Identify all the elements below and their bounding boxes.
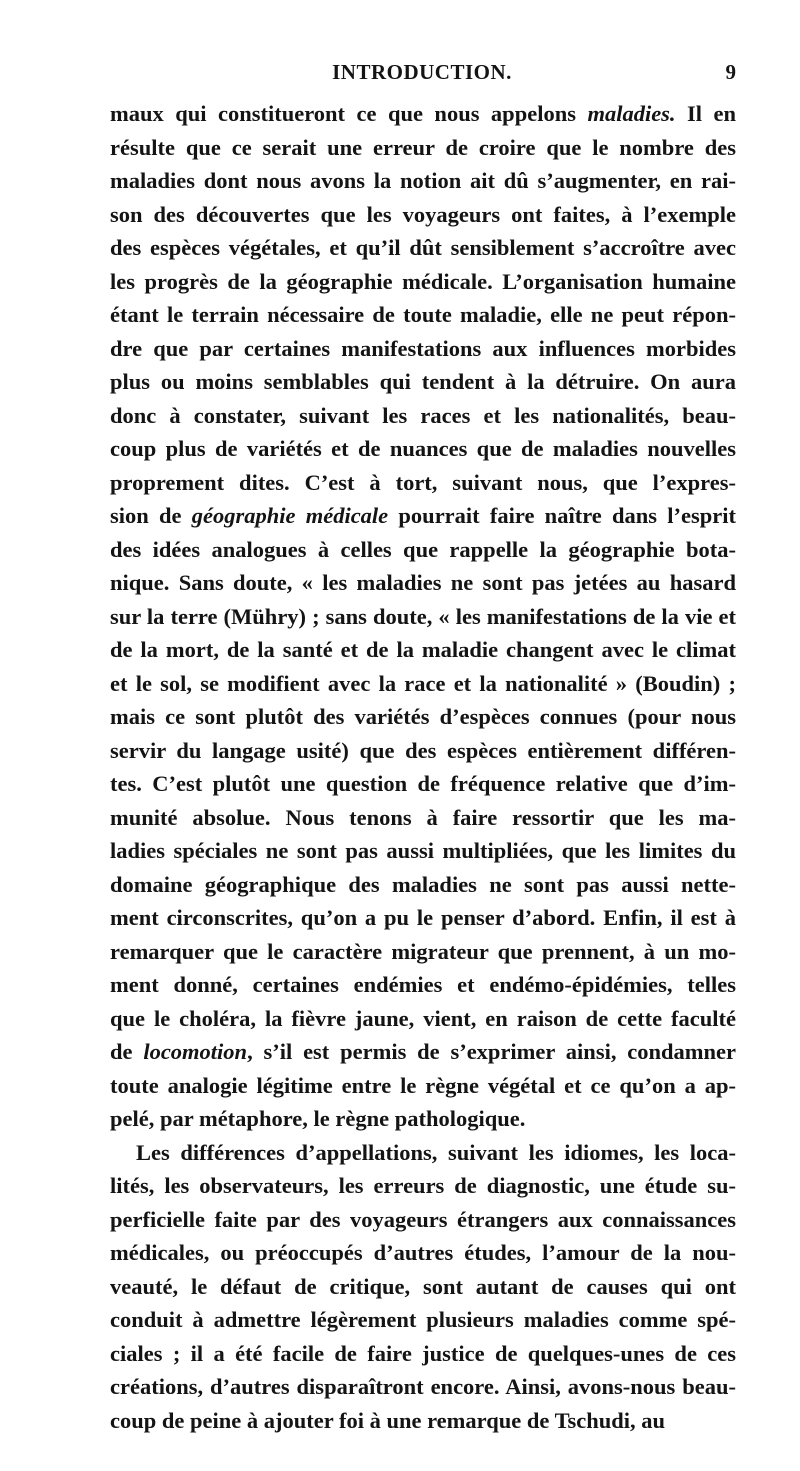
text-line [110, 1236, 736, 1270]
text-segment: pelé, par métaphore, le règne pathologique. [110, 1106, 526, 1131]
italic-term: maladies. [587, 101, 676, 126]
text-segment: proprement dites. C’est à tort, suivant nous, que l’expres- [110, 469, 736, 495]
text-line [110, 734, 736, 768]
text-line [110, 298, 736, 332]
text-segment: donc à constater, suivant les races et les nationalités, beau- [110, 402, 736, 428]
text-segment: ment donné, certaines endémies et endémo-épidémies, telles [110, 972, 736, 997]
text-segment: , s’il est permis de s’exprimer ainsi, condamner [247, 1039, 736, 1064]
text-segment: résulte que ce serait une erreur de croire que le nombre des [110, 134, 736, 160]
text-segment: toute analogie légitime entre le règne végétal et ce qu’on a ap- [110, 1072, 736, 1098]
text-segment: des idées analogues à celles que rappelle la géographie bota- [110, 536, 736, 562]
text-segment: coup plus de variétés et de nuances que de maladies nouvelles [110, 436, 736, 461]
text-segment: plus ou moins semblables qui tendent à la détruire. On aura [110, 369, 736, 394]
text-line [110, 600, 736, 634]
text-line [110, 1169, 736, 1203]
text-line [110, 1270, 736, 1304]
text-segment: dre que par certaines manifestations aux influences morbides [110, 335, 736, 361]
text-line [110, 667, 736, 701]
text-segment: mais ce sont plutôt des variétés d’espèces connues (pour nous [110, 704, 736, 729]
text-segment: que le choléra, la fièvre jaune, vient, en raison de cette faculté [110, 1005, 736, 1031]
text-segment: munité absolue. Nous tenons à faire ressortir que les ma- [110, 804, 736, 830]
text-segment: de la mort, de la santé et de la maladie changent avec le climat [110, 637, 736, 662]
text-line [110, 1404, 736, 1438]
text-line [110, 968, 736, 1002]
text-segment: ment circonscrites, qu’on a pu le penser d’abord. Enfin, il est à [110, 905, 736, 930]
text-segment: et le sol, se modifient avec la race et la nationalité » (Boudin) ; [110, 670, 736, 696]
text-line [110, 1069, 736, 1103]
body-text [110, 97, 736, 1437]
text-line [110, 164, 736, 198]
text-segment: pourrait faire naître dans l’esprit [388, 503, 736, 528]
text-line [110, 935, 736, 969]
running-head [108, 60, 736, 90]
text-line [110, 566, 736, 600]
text-line [110, 633, 736, 667]
text-segment: servir du langage usité) que des espèces entièrement différen- [110, 737, 736, 763]
text-line [110, 1136, 736, 1170]
text-segment: de [110, 1039, 144, 1064]
page-number: 9 [725, 60, 736, 84]
text-segment: Les différences d’appellations, suivant les idiomes, les loca- [136, 1139, 736, 1165]
text-line [110, 466, 736, 500]
text-line [110, 365, 736, 399]
text-line [110, 533, 736, 567]
text-line [110, 700, 736, 734]
text-segment: perficielle faite par des voyageurs étrangers aux connaissances [110, 1206, 736, 1232]
text-segment: ciales ; il a été facile de faire justice de quelques-unes de ces [110, 1340, 736, 1366]
text-segment: des espèces végétales, et qu’il dût sensiblement s’accroître avec [110, 235, 736, 260]
text-line [110, 265, 736, 299]
text-segment: domaine géographique des maladies ne sont pas aussi nette- [110, 871, 736, 897]
text-segment: ladies spéciales ne sont pas aussi multipliées, que les limites du [110, 838, 736, 863]
text-segment: tes. C’est plutôt une question de fréquence relative que d’im- [110, 771, 736, 796]
text-segment: médicales, ou préoccupés d’autres études, l’amour de la nou- [110, 1240, 736, 1265]
text-line [110, 499, 736, 533]
text-line [110, 198, 736, 232]
text-line [110, 131, 736, 165]
paragraph [110, 1136, 736, 1438]
text-line [110, 231, 736, 265]
text-line [110, 1370, 736, 1404]
text-segment: coup de peine à ajouter foi à une remarque de Tschudi, au [110, 1407, 666, 1433]
paragraph [110, 97, 736, 1136]
italic-term: locomotion [143, 1039, 248, 1064]
text-line [110, 868, 736, 902]
text-line [110, 1337, 736, 1371]
text-segment: sur la terre (Mühry) ; sans doute, « les manifestations de la vie et [110, 603, 736, 629]
text-segment: veauté, le défaut de critique, sont autant de causes qui ont [110, 1273, 736, 1299]
text-segment: maux qui constitueront ce que nous appelons [110, 101, 588, 126]
text-line [110, 399, 736, 433]
text-segment: Il en [675, 101, 736, 126]
text-line [110, 1303, 736, 1337]
italic-term: géographie médicale [191, 503, 389, 528]
text-segment: remarquer que le caractère migrateur que prennent, à un mo- [110, 938, 736, 964]
text-segment: lités, les observateurs, les erreurs de diagnostic, une étude su- [110, 1173, 736, 1198]
text-segment: maladies dont nous avons la notion ait dû s’augmenter, en rai- [110, 168, 736, 193]
text-line [110, 801, 736, 835]
text-line [110, 1102, 736, 1136]
text-line [110, 901, 736, 935]
text-line [110, 1203, 736, 1237]
text-line [110, 767, 736, 801]
text-segment: conduit à admettre légèrement plusieurs maladies comme spé- [110, 1307, 736, 1332]
text-line [110, 432, 736, 466]
text-segment: étant le terrain nécessaire de toute maladie, elle ne peut répon- [110, 302, 736, 327]
text-segment: les progrès de la géographie médicale. L’organisation humaine [110, 268, 736, 294]
text-line [110, 1002, 736, 1036]
text-segment: sion de [110, 503, 192, 528]
text-line [110, 1035, 736, 1069]
text-segment: créations, d’autres disparaîtront encore. Ainsi, avons-nous beau- [110, 1374, 736, 1399]
text-line [110, 332, 736, 366]
text-segment: nique. Sans doute, « les maladies ne sont pas jetées au hasard [110, 570, 736, 595]
text-line [110, 834, 736, 868]
running-title: INTRODUCTION. [332, 60, 512, 84]
text-line [110, 97, 736, 131]
text-segment: son des découvertes que les voyageurs ont faites, à l’exemple [110, 201, 736, 227]
